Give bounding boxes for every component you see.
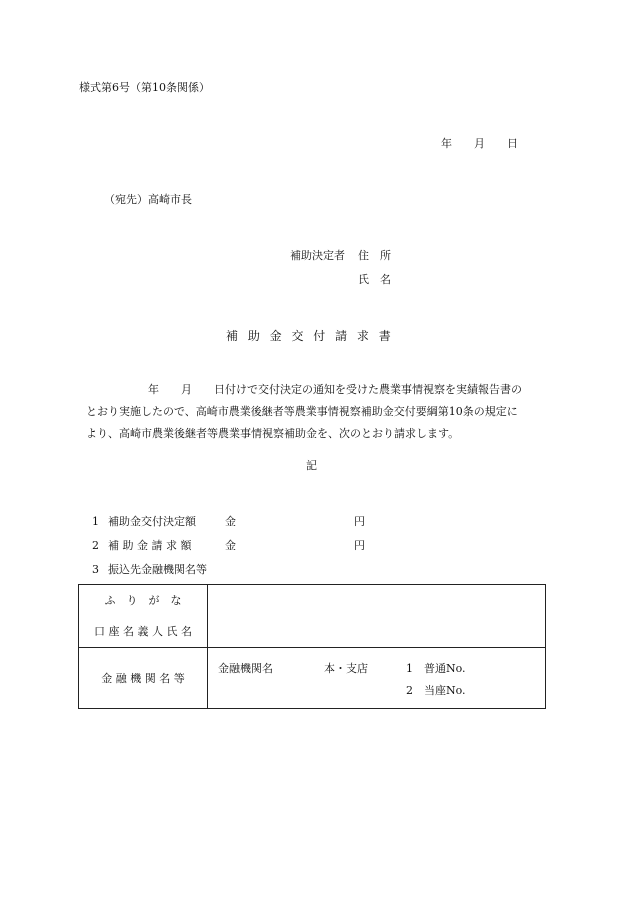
item-1-label: 補助金交付決定額 [108,515,196,528]
account-holder-label: 口 座 名 義 人 氏 名 [94,625,192,638]
account-holder-label-cell [79,585,208,648]
item-3-label: 振込先金融機関名等 [108,563,207,576]
account-type-2-number: 2 [406,684,413,697]
account-type-1-label: 普通No. [424,662,466,675]
bank-row [79,648,546,709]
body-line-3: より、高崎市農業後継者等農業事情視察補助金を、次のとおり請求します。 [86,427,460,440]
bank-label: 金 融 機 関 名 等 [101,672,185,685]
ki-heading: 記 [306,459,317,472]
body-line-2: とおり実施したので、高崎市農業後継者等農業事情視察補助金交付要綱第10条の規定に [86,405,518,418]
item-2-label: 補 助 金 請 求 額 [108,539,192,552]
bank-label-cell [79,648,208,709]
applicant-role: 補助決定者 [290,249,345,262]
furigana-label: ふ り が な [104,594,182,607]
account-type-2-label: 当座No. [424,684,466,697]
account-holder-row [79,585,546,648]
item-1-kin: 金 [225,515,236,528]
bank-table [78,584,546,709]
account-type-1-number: 1 [406,662,413,675]
branch-label: 本・支店 [324,662,368,675]
bank-value-cell[interactable] [208,648,546,709]
item-2-yen: 円 [354,539,365,552]
account-holder-value-cell[interactable] [208,585,546,648]
address-label: 住 所 [358,249,391,262]
addressee: （宛先）高崎市長 [104,193,192,206]
item-1-yen: 円 [354,515,365,528]
bank-name-label: 金融機関名 [218,662,273,675]
form-number: 様式第6号（第10条関係） [79,81,210,94]
item-1-number: 1 [92,515,99,528]
name-label: 氏 名 [358,273,391,286]
body-date-part: 年 月 日付けで交付決定の通知を受けた農業事情視察を実績報告書の [148,383,522,396]
item-2-kin: 金 [225,539,236,552]
document-title: 補 助 金 交 付 請 求 書 [226,329,394,343]
date-line: 年 月 日 [441,137,518,150]
item-3-number: 3 [92,563,99,576]
item-2-number: 2 [92,539,99,552]
body-paragraph [86,379,548,445]
